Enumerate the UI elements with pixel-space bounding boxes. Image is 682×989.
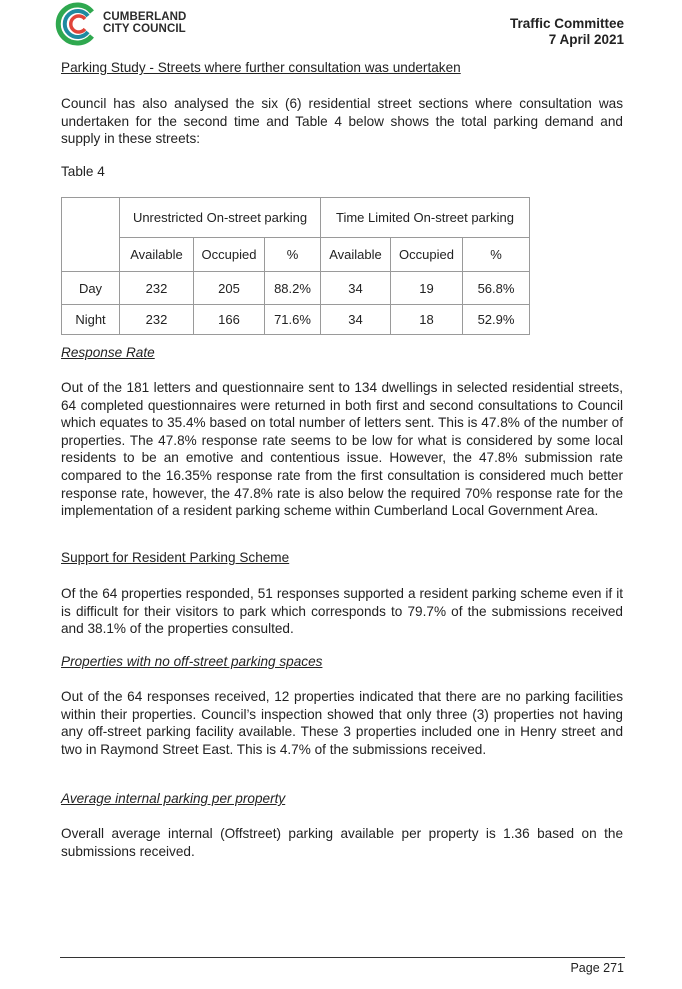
- section-heading-support: Support for Resident Parking Scheme: [61, 550, 290, 565]
- subheader-percent: %: [265, 238, 321, 272]
- row-label: Night: [62, 305, 120, 335]
- cell-value: 71.6%: [265, 305, 321, 335]
- subheader-available: Available: [321, 238, 391, 272]
- table-caption: Table 4: [61, 164, 105, 179]
- section-heading-average-parking: Average internal parking per property: [61, 791, 286, 806]
- paragraph-response-rate: Out of the 181 letters and questionnaire sent to 134 dwellings in selected residential streets, 64 completed questionnaires were returned in both first and second consultations to Council which equates to 35.4% based on total number of letters sent. This is 47.8% of the number of properties. The 47.8% response rate seems to be low for what is considered by some local residents to be an emotive and contentious issue. However, the 47.8% submission rate compared to the 16.35% response rate from the first consultation is considered much better response rate, however, the 47.8% rate is also below the required 70% response rate for the implementation of a resident parking scheme within Cumberland Local Government Area.: [61, 380, 623, 519]
- subheader-occupied: Occupied: [391, 238, 463, 272]
- section-heading-response-rate: Response Rate: [61, 345, 155, 360]
- meeting-header: [510, 16, 624, 48]
- cell-value: 205: [194, 272, 265, 305]
- table-corner-cell: [62, 198, 120, 272]
- footer-rule: [60, 957, 625, 958]
- section-heading-no-off-street: Properties with no off-street parking spaces: [61, 654, 323, 669]
- committee-name: Traffic Committee: [509, 16, 624, 31]
- paragraph-analysis: Council has also analysed the six (6) residential street sections where consultation was undertaken for the second time and Table 4 below shows the total parking demand and supply in these streets:: [61, 96, 623, 147]
- cell-value: 232: [120, 272, 194, 305]
- cell-value: 18: [391, 305, 463, 335]
- section-heading-parking-study: Parking Study - Streets where further consultation was undertaken: [61, 60, 461, 75]
- council-name-line1: CUMBERLAND: [103, 11, 187, 23]
- cell-value: 88.2%: [265, 272, 321, 305]
- group-header-time-limited: Time Limited On-street parking: [321, 198, 530, 238]
- council-name: [103, 11, 186, 35]
- cell-value: 34: [321, 305, 391, 335]
- row-label: Day: [62, 272, 120, 305]
- council-name-line2: CITY COUNCIL: [103, 23, 186, 35]
- subheader-available: Available: [120, 238, 194, 272]
- paragraph-support: Of the 64 properties responded, 51 responses supported a resident parking scheme even if it is difficult for their visitors to park which corresponds to 79.7% of the submissions received and 38.1% of the properties consulted.: [61, 586, 623, 637]
- page-number: Page 271: [570, 961, 624, 975]
- table-row-night: [62, 305, 530, 335]
- subheader-occupied: Occupied: [194, 238, 265, 272]
- table-row-day: [62, 272, 530, 305]
- cell-value: 52.9%: [463, 305, 530, 335]
- cell-value: 19: [391, 272, 463, 305]
- cell-value: 34: [321, 272, 391, 305]
- parking-table: [61, 197, 530, 335]
- subheader-percent: %: [463, 238, 530, 272]
- cell-value: 166: [194, 305, 265, 335]
- paragraph-no-off-street: Out of the 64 responses received, 12 properties indicated that there are no parking facilities within their properties. Council’s inspection showed that only three (3) properties not having any off-street parking facility available. These 3 properties included one in Henry street and two in Raymond Street East. This is 4.7% of the submissions received.: [61, 689, 623, 757]
- paragraph-average-parking: Overall average internal (Offstreet) parking available per property is 1.36 based on the submissions received.: [61, 826, 623, 859]
- cell-value: 232: [120, 305, 194, 335]
- cell-value: 56.8%: [463, 272, 530, 305]
- meeting-date: 7 April 2021: [548, 32, 624, 47]
- council-logo-icon: [52, 2, 100, 46]
- group-header-unrestricted: Unrestricted On-street parking: [120, 198, 321, 238]
